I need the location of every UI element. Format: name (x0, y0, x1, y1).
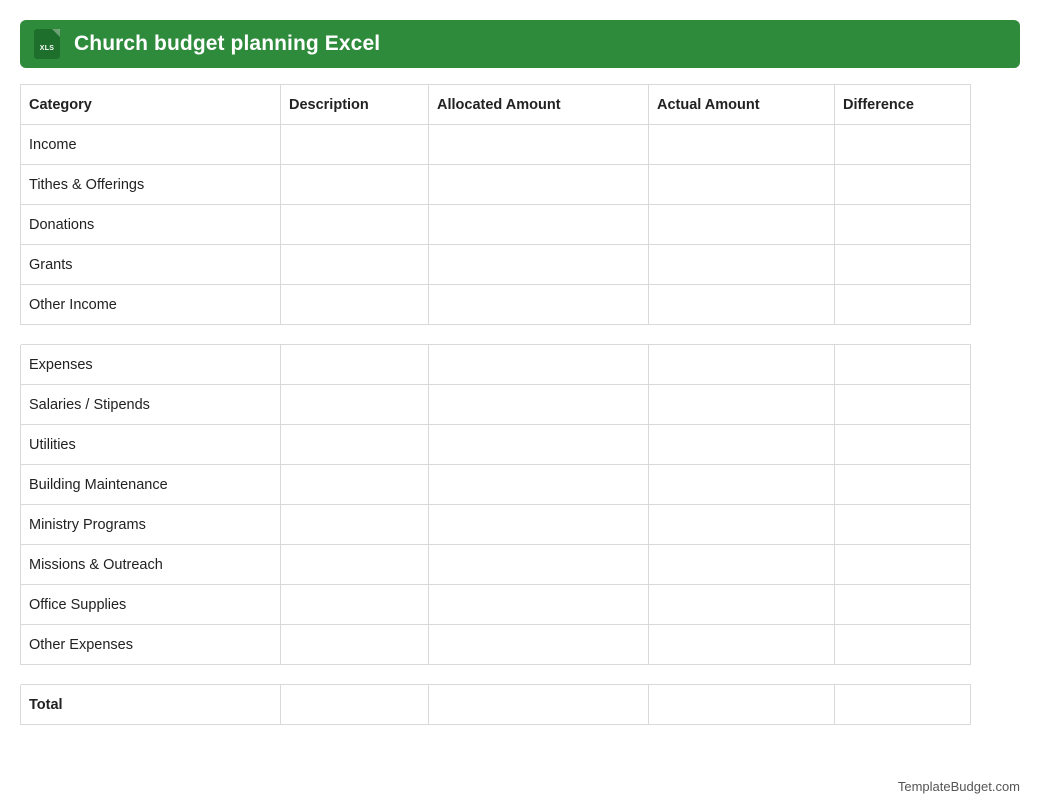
page-title: Church budget planning Excel (74, 32, 381, 55)
cell-description[interactable] (281, 165, 429, 205)
cell-allocated-amount[interactable] (429, 165, 649, 205)
cell-category[interactable]: Ministry Programs (21, 505, 281, 545)
table-row (21, 205, 971, 245)
table-row (21, 625, 971, 665)
cell-description[interactable] (281, 545, 429, 585)
cell-actual-amount[interactable] (649, 505, 835, 545)
cell-difference[interactable] (835, 285, 971, 325)
cell-description[interactable] (281, 585, 429, 625)
cell-actual-amount[interactable] (649, 465, 835, 505)
table-row (21, 245, 971, 285)
cell-actual-amount[interactable] (649, 585, 835, 625)
cell-allocated-amount[interactable] (429, 285, 649, 325)
budget-table (20, 84, 971, 725)
column-header-allocated-amount: Allocated Amount (429, 85, 649, 125)
cell-actual-amount[interactable] (649, 425, 835, 465)
table-header-row (21, 85, 971, 125)
cell-allocated-amount[interactable] (429, 425, 649, 465)
cell-description[interactable] (281, 505, 429, 545)
table-row (21, 285, 971, 325)
cell-category[interactable]: Tithes & Offerings (21, 165, 281, 205)
table-header (21, 85, 971, 125)
cell-difference[interactable] (835, 205, 971, 245)
table-row (21, 585, 971, 625)
column-header-actual-amount: Actual Amount (649, 85, 835, 125)
spacer-cell (21, 325, 281, 345)
cell-actual-amount[interactable] (649, 165, 835, 205)
cell-category[interactable]: Expenses (21, 345, 281, 385)
cell-allocated-amount[interactable] (429, 625, 649, 665)
cell-description[interactable] (281, 425, 429, 465)
column-header-description: Description (281, 85, 429, 125)
cell-allocated-amount[interactable] (429, 205, 649, 245)
cell-actual-amount[interactable] (649, 545, 835, 585)
cell-category[interactable]: Building Maintenance (21, 465, 281, 505)
cell-description[interactable] (281, 385, 429, 425)
cell-description[interactable] (281, 465, 429, 505)
column-header-category: Category (21, 85, 281, 125)
table-row (21, 125, 971, 165)
cell-allocated-amount[interactable] (429, 685, 649, 725)
cell-category[interactable]: Other Expenses (21, 625, 281, 665)
cell-difference[interactable] (835, 685, 971, 725)
spacer-cell (835, 665, 971, 685)
spacer-cell (21, 665, 281, 685)
cell-difference[interactable] (835, 625, 971, 665)
cell-allocated-amount[interactable] (429, 345, 649, 385)
cell-difference[interactable] (835, 385, 971, 425)
table-row (21, 685, 971, 725)
table-row (21, 165, 971, 205)
cell-difference[interactable] (835, 465, 971, 505)
table-row (21, 385, 971, 425)
cell-category[interactable]: Income (21, 125, 281, 165)
cell-allocated-amount[interactable] (429, 545, 649, 585)
table-row (21, 345, 971, 385)
cell-description[interactable] (281, 245, 429, 285)
spacer-cell (649, 665, 835, 685)
table-row (21, 505, 971, 545)
cell-category[interactable]: Donations (21, 205, 281, 245)
cell-actual-amount[interactable] (649, 685, 835, 725)
spacer-cell (429, 325, 649, 345)
cell-difference[interactable] (835, 345, 971, 385)
cell-allocated-amount[interactable] (429, 385, 649, 425)
cell-difference[interactable] (835, 505, 971, 545)
page-fold-corner (52, 29, 60, 37)
spacer-cell (281, 665, 429, 685)
table-row (21, 465, 971, 505)
cell-actual-amount[interactable] (649, 625, 835, 665)
cell-allocated-amount[interactable] (429, 125, 649, 165)
cell-actual-amount[interactable] (649, 205, 835, 245)
cell-actual-amount[interactable] (649, 245, 835, 285)
cell-allocated-amount[interactable] (429, 585, 649, 625)
spacer-cell (649, 325, 835, 345)
cell-category[interactable]: Other Income (21, 285, 281, 325)
cell-allocated-amount[interactable] (429, 245, 649, 285)
table-spacer-row (21, 325, 971, 345)
spacer-cell (281, 325, 429, 345)
xls-icon-label: XLS (39, 45, 55, 52)
cell-description[interactable] (281, 125, 429, 165)
cell-category[interactable]: Office Supplies (21, 585, 281, 625)
cell-description[interactable] (281, 285, 429, 325)
table-spacer-row (21, 665, 971, 685)
cell-category[interactable]: Grants (21, 245, 281, 285)
cell-category[interactable]: Total (21, 685, 281, 725)
cell-actual-amount[interactable] (649, 285, 835, 325)
cell-difference[interactable] (835, 125, 971, 165)
table-row (21, 545, 971, 585)
cell-difference[interactable] (835, 545, 971, 585)
cell-description[interactable] (281, 625, 429, 665)
cell-actual-amount[interactable] (649, 125, 835, 165)
spacer-cell (429, 665, 649, 685)
table-row (21, 425, 971, 465)
document-title-bar (20, 20, 1020, 68)
cell-actual-amount[interactable] (649, 385, 835, 425)
footer-credit: TemplateBudget.com (897, 779, 1020, 794)
cell-difference[interactable] (835, 425, 971, 465)
column-header-difference: Difference (835, 85, 971, 125)
cell-description[interactable] (281, 345, 429, 385)
cell-category[interactable]: Missions & Outreach (21, 545, 281, 585)
cell-difference[interactable] (835, 165, 971, 205)
cell-allocated-amount[interactable] (429, 465, 649, 505)
cell-difference[interactable] (835, 585, 971, 625)
cell-allocated-amount[interactable] (429, 505, 649, 545)
cell-category[interactable]: Salaries / Stipends (21, 385, 281, 425)
cell-difference[interactable] (835, 245, 971, 285)
cell-actual-amount[interactable] (649, 345, 835, 385)
xls-file-icon (34, 29, 60, 59)
table-body (21, 125, 971, 725)
cell-category[interactable]: Utilities (21, 425, 281, 465)
cell-description[interactable] (281, 205, 429, 245)
cell-description[interactable] (281, 685, 429, 725)
spacer-cell (835, 325, 971, 345)
